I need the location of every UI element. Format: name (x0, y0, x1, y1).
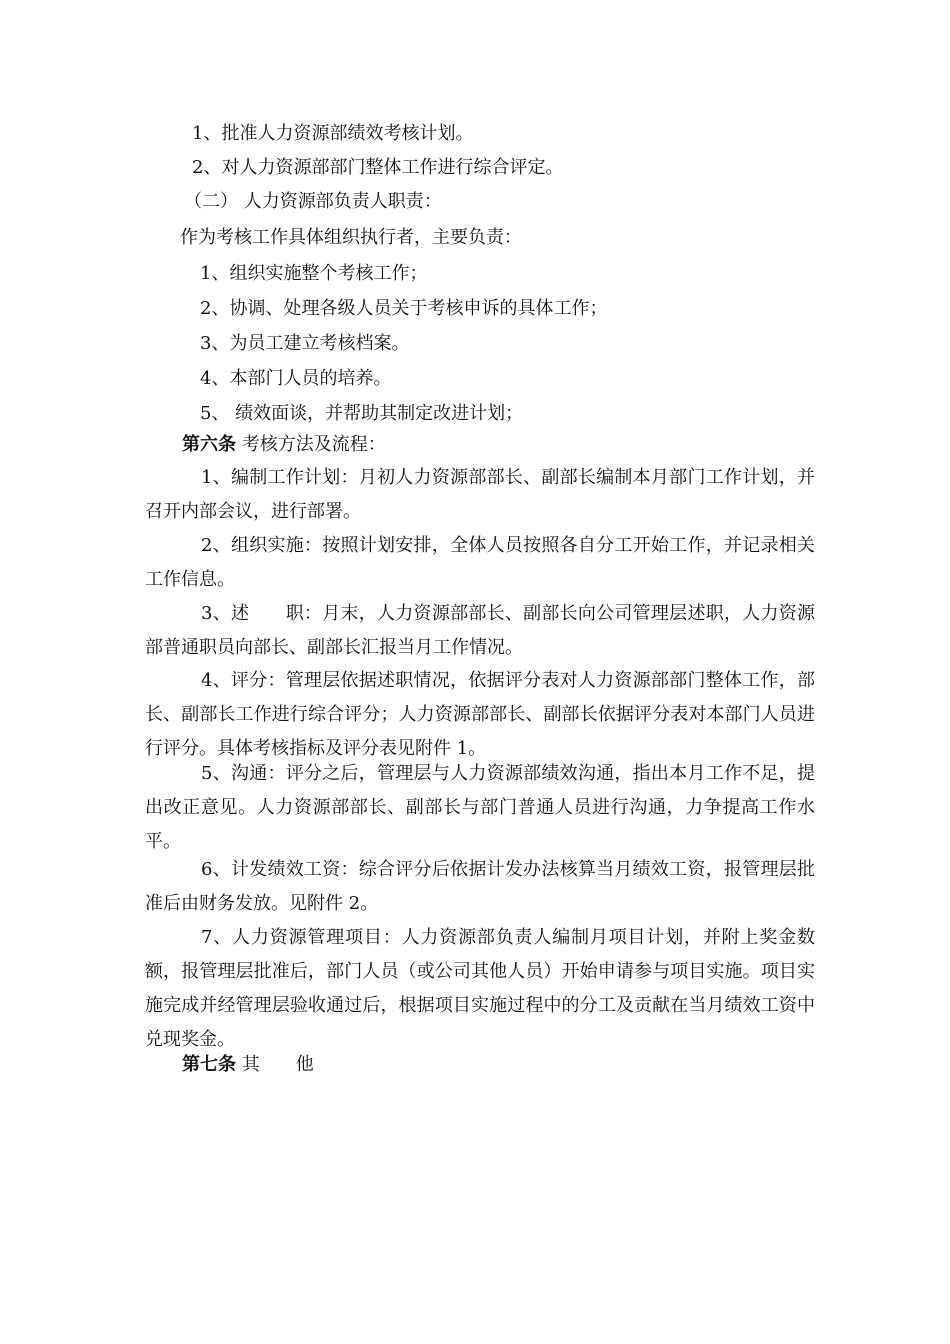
text-line-resp-3: 3、为员工建立考核档案。 (200, 333, 410, 354)
article-7-heading (182, 1054, 314, 1076)
text-line-intro: 作为考核工作具体组织执行者，主要负责： (180, 227, 522, 248)
procedure-1: 1、编制工作计划：月初人力资源部部长、副部长编制本月部门工作计划，并召开内部会议，进行部署。 (145, 467, 815, 522)
text-line-resp-1: 1、组织实施整个考核工作； (200, 263, 428, 284)
procedure-3: 3、述 职：月末，人力资源部部长、副部长向公司管理层述职，人力资源部普通职员向部长、副部长汇报当月工作情况。 (145, 603, 815, 658)
article-6-label: 第六条 (182, 434, 236, 455)
text-line-duty-2: 2、对人力资源部部门整体工作进行综合评定。 (192, 157, 564, 178)
section-heading-hr-manager: （二） 人力资源部负责人职责： (184, 191, 442, 212)
article-6-heading (182, 434, 386, 456)
text-line-resp-4: 4、本部门人员的培养。 (200, 368, 392, 389)
procedure-7: 7、人力资源管理项目：人力资源部负责人编制月项目计划，并附上奖金数额，报管理层批准后，部门人员（或公司其他人员）开始申请参与项目实施。项目实施完成并经管理层验收通过后，根据项目实施过程中的分工及贡献在当月绩效工资中兑现奖金。 (145, 927, 815, 1050)
procedure-5: 5、沟通：评分之后，管理层与人力资源部绩效沟通，指出本月工作不足，提出改正意见。人力资源部部长、副部长与部门普通人员进行沟通，力争提高工作水平。 (145, 763, 815, 852)
procedure-6: 6、计发绩效工资：综合评分后依据计发办法核算当月绩效工资，报管理层批准后由财务发放。见附件 2。 (145, 859, 815, 914)
text-line-resp-5: 5、 绩效面谈，并帮助其制定改进计划； (200, 403, 524, 424)
procedure-4: 4、评分：管理层依据述职情况，依据评分表对人力资源部部门整体工作，部长、副部长工作进行综合评分；人力资源部部长、副部长依据评分表对本部门人员进行评分。具体考核指标及评分表见附件 1。 (145, 670, 815, 759)
article-6-title: 考核方法及流程： (236, 434, 386, 455)
text-line-duty-1: 1、批准人力资源部绩效考核计划。 (192, 123, 474, 144)
procedure-2: 2、组织实施：按照计划安排，全体人员按照各自分工开始工作，并记录相关工作信息。 (145, 535, 815, 590)
text-line-resp-2: 2、协调、处理各级人员关于考核申诉的具体工作； (200, 298, 608, 319)
article-7-label: 第七条 (182, 1054, 236, 1075)
article-7-title: 其 他 (236, 1054, 314, 1075)
